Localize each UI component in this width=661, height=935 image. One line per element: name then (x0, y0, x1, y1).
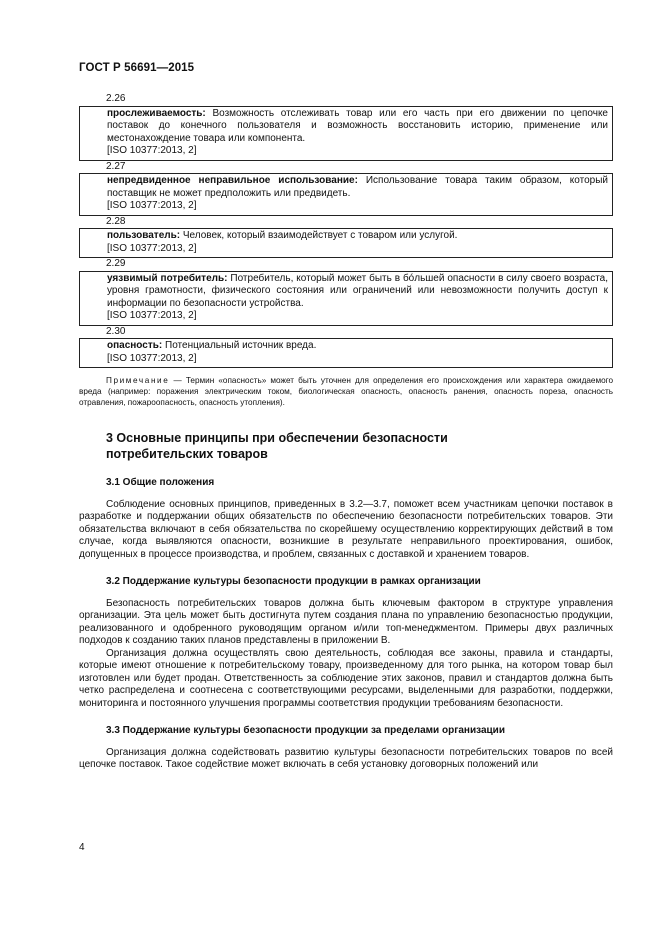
standard-header: ГОСТ Р 56691—2015 (79, 62, 195, 74)
term-name: уязвимый потребитель: (107, 272, 228, 284)
term-definition: Человек, который взаимодействует с товаром или услугой. (182, 230, 458, 241)
term-box (79, 106, 613, 161)
term-number: 2.28 (106, 215, 126, 227)
term-number: 2.29 (106, 258, 126, 269)
term-number: 2.30 (106, 325, 126, 337)
subsection-heading: 3.2 Поддержание культуры безопасности продукции в рамках организации (106, 576, 481, 587)
term-box (79, 173, 613, 216)
body-paragraph: Безопасность потребительских товаров должна быть ключевым фактором в структуре управления организации. Эта цель может быть достигнута путем создания плана по управлению безопасностью продукции, реализованного и одобренного руководящим органом и/или топ-менеджментом. Примеры двух различных подходов к созданию таких планов представлены в приложении В. (79, 597, 613, 646)
page-content (79, 93, 613, 772)
body-paragraph: Организация должна осуществлять свою деятельность, соблюдая все законы, правила и стандарты, которые имеют отношение к потребительскому товару, произведенному для того рынка, на котором товар был изготовлен или будет продан. Ответственность за соблюдение этих законов, правил и стандартов должна быть четко распределена и соотнесена с соответствующими ресурсами, выделенными для разработки, поддержки, мониторинга и постоянного улучшения программы соответствия продукции требованиям безопасности. (79, 647, 613, 709)
term-definition: Использование товара таким образом, который поставщик не может предположить или предвидеть. (107, 175, 608, 199)
term-number: 2.26 (106, 93, 126, 104)
term-number: 2.27 (106, 160, 126, 172)
term-name: прослеживаемость: (107, 107, 206, 119)
note-text: — Термин «опасность» может быть уточнен для определения его происхождения или характера ожидаемого вреда (например: поражения электрическим током, биологическая опасность, опасность ранения, опасность пореза, опасность отравления, пожароопасность, опасность утопления). (79, 376, 614, 407)
body-paragraph: Организация должна содействовать развитию культуры безопасности потребительских товаров по всей цепочке поставок. Такое содействие может включать в себя установку договорных положений или (79, 746, 613, 770)
subsection-heading: 3.1 Общие положения (106, 477, 215, 488)
term-name: пользователь: (107, 230, 181, 241)
note-paragraph (79, 375, 613, 408)
term-box (79, 271, 613, 326)
term-definition: Возможность отслеживать товар или его часть при его движении по цепочке поставок до конечного пользователя и возможность восстановить историю, применение или местонахождение товара или компонента. (107, 107, 608, 144)
term-name: опасность: (107, 340, 163, 351)
body-paragraph: Соблюдение основных принципов, приведенных в 3.2—3.7, поможет всем участникам цепочки поставок в разработке и поддержании общих обязательств по обеспечению безопасности потребительских товаров. Эти обязательства включают в себя обязательства по скорейшему осуществлению корректирующих действий в том случае, когда выявляются опасности, возникшие в результате неправильного проектирования, ошибок, допущенных в процессе производства, и проблем, связанных с доставкой и хранением товаров. (79, 498, 613, 560)
term-box (79, 338, 613, 368)
term-name: непредвиденное неправильное использование: (107, 175, 358, 186)
page-number: 4 (79, 842, 85, 853)
term-definition: Потенциальный источник вреда. (165, 340, 317, 351)
term-reference: [ISO 10377:2013, 2] (107, 310, 197, 321)
term-definition: Потребитель, который может быть в бóльшей опасности в силу своего возраста, уровня грамотности, физического состояния или ограничений или невозможности получить доступ к информации по безопасности устройства. (107, 272, 609, 309)
term-reference: [ISO 10377:2013, 2] (107, 200, 197, 211)
subsection-heading: 3.3 Поддержание культуры безопасности продукции за пределами организации (106, 725, 505, 736)
note-label: Примечание (106, 376, 170, 385)
term-reference: [ISO 10377:2013, 2] (107, 242, 197, 254)
term-box (79, 228, 613, 258)
term-reference: [ISO 10377:2013, 2] (107, 145, 197, 156)
section-heading (79, 430, 613, 462)
section-title-line2: потребительских товаров (106, 447, 268, 461)
section-title-line1: 3 Основные принципы при обеспечении безопасности (106, 431, 448, 445)
term-reference: [ISO 10377:2013, 2] (107, 352, 197, 364)
